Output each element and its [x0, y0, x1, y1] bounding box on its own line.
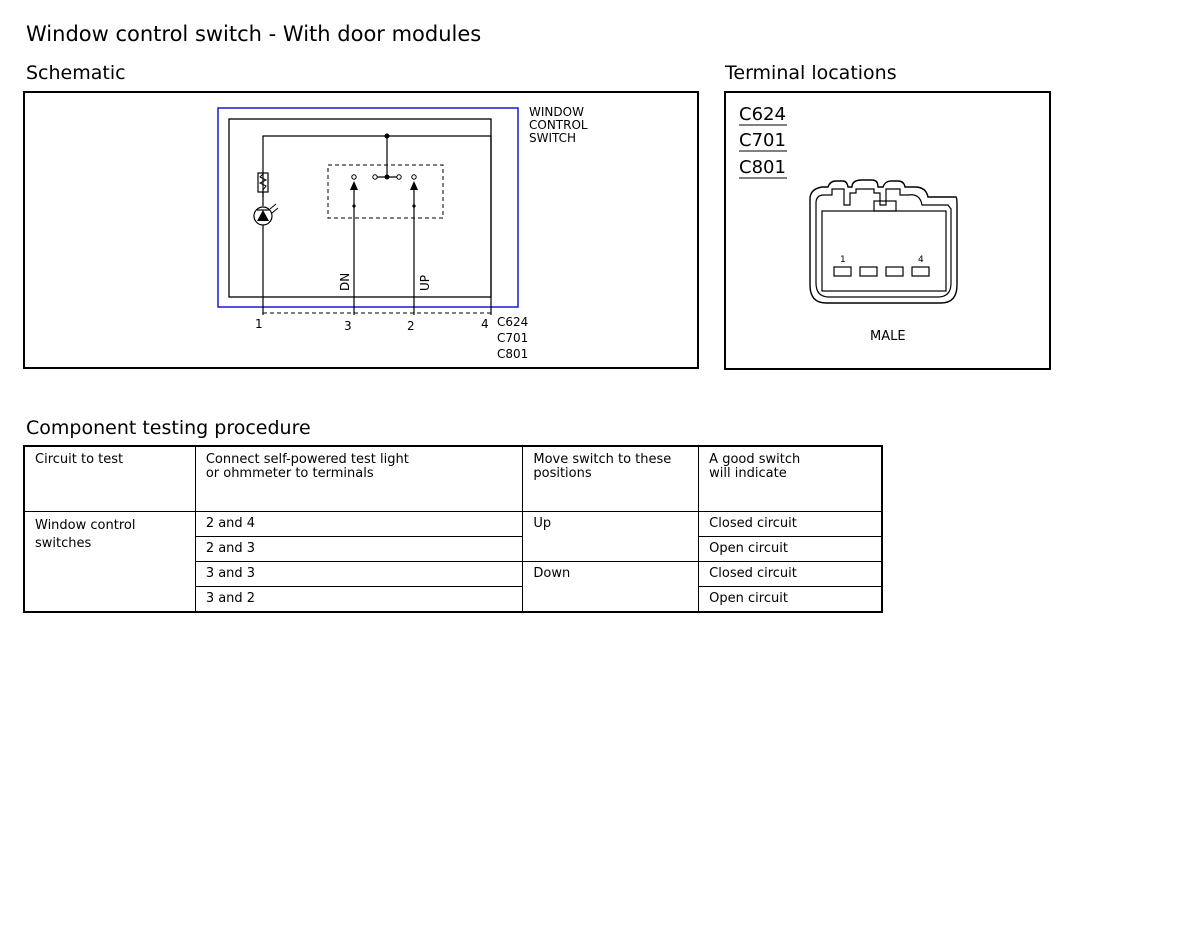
column-header: Circuit to test	[24, 446, 195, 512]
pin-label-first: 1	[840, 255, 846, 265]
led-ray	[272, 208, 278, 213]
column-header: Connect self-powered test light or ohmmeter to terminals	[195, 446, 523, 512]
component-label-line: WINDOW	[529, 105, 584, 119]
top-wire	[263, 136, 387, 197]
pin	[834, 267, 851, 276]
terminal-number: 3	[344, 319, 352, 333]
dn-label: DN	[338, 272, 352, 291]
terminals-cell: 3 and 3	[195, 562, 523, 587]
connector-id: C624	[497, 315, 529, 329]
terminals-cell: 3 and 2	[195, 587, 523, 613]
position-cell: Down	[523, 562, 699, 613]
component-label-line: SWITCH	[529, 131, 577, 145]
up-arrow	[410, 181, 418, 190]
column-header: Move switch to these positions	[523, 446, 699, 512]
indication-cell: Open circuit	[699, 587, 882, 613]
page-title: Window control switch - With door modules	[26, 22, 482, 46]
connector-id: C624	[739, 104, 786, 125]
pin	[886, 267, 903, 276]
connector-id: C801	[739, 157, 786, 178]
terminal-locations-panel	[724, 91, 1051, 370]
connector-id: C701	[739, 130, 786, 151]
connector-inner-shell	[816, 189, 951, 297]
terminal-locations-heading: Terminal locations	[725, 62, 897, 84]
terminal-number: 2	[407, 319, 415, 333]
terminal-number: 4	[481, 317, 489, 331]
switch-box	[328, 165, 443, 218]
indication-cell: Closed circuit	[699, 512, 882, 537]
connector-cavity	[822, 211, 946, 291]
component-label	[529, 105, 591, 145]
schematic-diagram	[25, 93, 697, 367]
schematic-panel	[23, 91, 699, 369]
table-row	[24, 512, 882, 537]
wire-dot	[412, 204, 415, 207]
procedure-heading: Component testing procedure	[26, 417, 311, 439]
procedure-table	[23, 445, 883, 613]
connector-gender: MALE	[870, 329, 906, 344]
connector-id: C801	[497, 347, 529, 361]
connector-id: C701	[497, 331, 529, 345]
wire-dot	[352, 204, 355, 207]
table-header-row	[24, 446, 882, 512]
pin-label-last: 4	[918, 255, 924, 265]
connector-outer-shell	[810, 180, 957, 303]
terminals-cell: 2 and 3	[195, 537, 523, 562]
terminals-cell: 2 and 4	[195, 512, 523, 537]
schematic-heading: Schematic	[26, 62, 126, 84]
column-header: A good switch will indicate	[699, 446, 882, 512]
indication-cell: Open circuit	[699, 537, 882, 562]
contact	[412, 175, 416, 179]
position-cell: Up	[523, 512, 699, 562]
terminal-number: 1	[255, 317, 263, 331]
circuit-cell: Window control switches	[24, 512, 195, 613]
component-label-line: CONTROL	[529, 118, 588, 132]
contact	[352, 175, 356, 179]
indication-cell: Closed circuit	[699, 562, 882, 587]
led-ray	[270, 204, 276, 209]
led-triangle	[257, 210, 269, 221]
locking-tab	[874, 201, 896, 211]
dn-arrow	[350, 181, 358, 190]
contact	[373, 175, 377, 179]
up-label: UP	[418, 274, 432, 291]
pin	[860, 267, 877, 276]
contact	[397, 175, 401, 179]
pin	[912, 267, 929, 276]
connector-face-diagram	[726, 93, 1049, 368]
